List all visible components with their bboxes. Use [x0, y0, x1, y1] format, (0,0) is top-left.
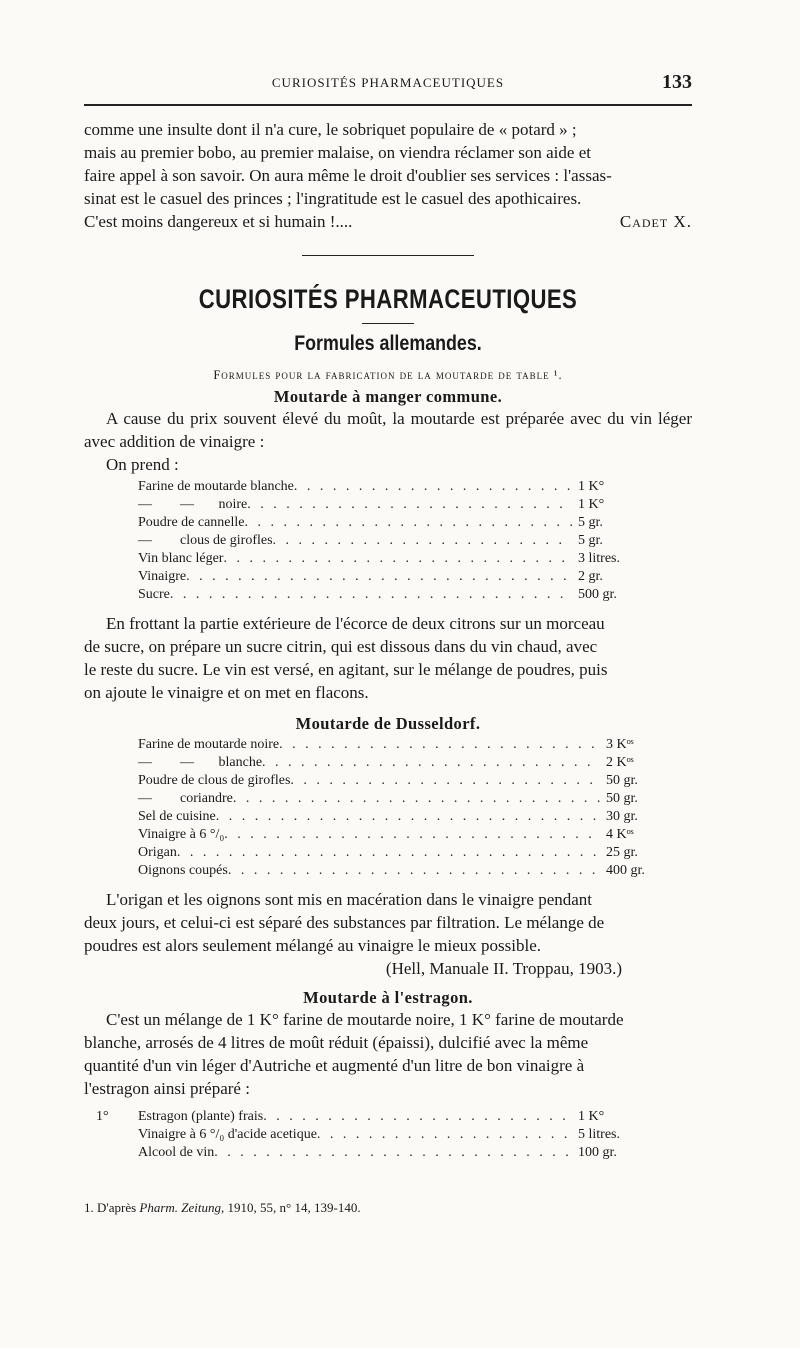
ingredient-row — [138, 568, 640, 586]
ingredient-qty: 5 gr. — [578, 515, 603, 530]
recipe-1-paragraph — [84, 612, 692, 704]
ingredient-qty: 5 gr. — [578, 533, 603, 548]
signature: Cadet X. — [619, 212, 692, 231]
ingredient-name: Farine de moutarde noire — [138, 737, 280, 752]
leader-dots — [177, 844, 600, 862]
ingredient-name: Sel de cuisine — [138, 809, 216, 824]
formulas-heading: Formules pour la fabrication de la moutarde de table ¹. — [213, 368, 563, 382]
ingredient-name: — — noire — [138, 497, 248, 512]
recipe-3-ingredients — [84, 1108, 692, 1162]
recipe-1-intro: A cause du prix souvent élevé du moût, la moutarde est préparée avec du vin léger avec addition de vinaigre : — [84, 409, 692, 451]
ingredient-name: Poudre de cannelle — [138, 515, 245, 530]
ingredient-row — [138, 496, 640, 514]
leader-dots — [214, 1144, 572, 1162]
recipe-1-ingredients — [138, 478, 640, 604]
ingredient-qty: 1 K° — [578, 1109, 605, 1124]
leader-dots — [186, 568, 572, 586]
leader-dots — [262, 754, 600, 772]
leader-dots — [279, 736, 600, 754]
section-divider — [302, 255, 474, 256]
ingredient-qty: 400 gr. — [606, 863, 645, 878]
leader-dots — [224, 826, 600, 844]
ingredient-row — [138, 478, 640, 496]
ingredient-name: — — blanche — [138, 755, 263, 770]
ingredient-row — [138, 514, 640, 532]
ingredient-row — [138, 532, 640, 550]
footnote-marker: 1. — [84, 1200, 94, 1215]
footnote-source: Pharm. Zeitung, — [139, 1200, 225, 1215]
page-body — [84, 118, 692, 1216]
ingredient-row — [138, 790, 668, 808]
ingredient-row — [138, 772, 668, 790]
recipe-2-paragraph — [84, 888, 692, 980]
section-title: CURIOSITÉS PHARMACEUTIQUES — [198, 284, 578, 314]
ingredient-qty: 2 gr. — [578, 569, 603, 584]
recipe-3-paragraph — [84, 1008, 692, 1100]
footnote-prefix: D'après — [97, 1200, 137, 1215]
intro-last-line — [84, 210, 692, 233]
paragraph-line: l'estragon ainsi préparé : — [84, 1079, 250, 1098]
paragraph-line: C'est un mélange de 1 K° farine de moutarde noire, 1 K° farine de moutarde — [106, 1010, 624, 1029]
ingredient-qty: 1 K° — [578, 479, 605, 494]
leader-dots — [223, 550, 572, 568]
ingredient-qty: 100 gr. — [578, 1145, 617, 1160]
leader-dots — [233, 790, 600, 808]
ingredient-name: Origan — [138, 845, 177, 860]
leader-dots — [263, 1108, 572, 1126]
paragraph-line: deux jours, et celui-ci est séparé des substances par filtration. Le mélange de — [84, 913, 605, 932]
ingredient-row — [138, 586, 640, 604]
ingredient-row — [138, 862, 668, 880]
page-number: 133 — [662, 71, 692, 93]
leader-dots — [228, 862, 600, 880]
ingredient-qty: 25 gr. — [606, 845, 638, 860]
section-subtitle: Formules allemandes. — [294, 332, 482, 355]
ingredient-row — [84, 1108, 692, 1126]
ingredient-name: Poudre de clous de girofles — [138, 773, 291, 788]
ingredient-name: — clous de girofles — [138, 533, 273, 548]
ingredient-name: Vinaigre — [138, 569, 187, 584]
paragraph-line: on ajoute le vinaigre et on met en flacons. — [84, 683, 369, 702]
ingredient-name: Vinaigre à 6 °/₀ d'acide acetique — [138, 1127, 317, 1142]
recipe-1-lead: On prend : — [106, 455, 179, 474]
ingredient-qty: 4 Kᵒˢ — [606, 827, 634, 842]
ingredient-row — [138, 754, 668, 772]
intro-line-1: comme une insulte dont il n'a cure, le sobriquet populaire de « potard » ; — [84, 120, 577, 139]
paragraph-line: En frottant la partie extérieure de l'écorce de deux citrons sur un morceau — [106, 614, 605, 633]
ingredient-qty: 3 Kᵒˢ — [606, 737, 634, 752]
recipe-2-ingredients — [138, 736, 668, 880]
ingredient-qty: 1 K° — [578, 497, 605, 512]
ingredient-row — [84, 1126, 692, 1144]
ingredient-qty: 2 Kᵒˢ — [606, 755, 634, 770]
ingredient-qty: 30 gr. — [606, 809, 638, 824]
list-label: 1° — [96, 1109, 109, 1124]
ingredient-row — [138, 550, 640, 568]
ingredient-qty: 500 gr. — [578, 587, 617, 602]
ingredient-qty: 50 gr. — [606, 773, 638, 788]
paragraph-line: blanche, arrosés de 4 litres de moût réduit (épaissi), dulcifié avec la même — [84, 1033, 589, 1052]
ingredient-name: Vinaigre à 6 °/₀ — [138, 827, 225, 842]
paragraph-line: de sucre, on prépare un sucre citrin, qui est dissous dans du vin chaud, avec — [84, 637, 598, 656]
intro-line-4: sinat est le casuel des princes ; l'ingratitude est le casuel des apothicaires. — [84, 189, 582, 208]
leader-dots — [273, 532, 572, 550]
recipe-2-title: Moutarde de Dusseldorf. — [295, 714, 481, 733]
ingredient-qty: 3 litres. — [578, 551, 620, 566]
leader-dots — [294, 478, 572, 496]
ingredient-name: Alcool de vin — [138, 1145, 215, 1160]
running-title: CURIOSITÉS PHARMACEUTIQUES — [271, 75, 505, 90]
title-underline — [362, 323, 414, 324]
leader-dots — [317, 1126, 572, 1144]
paragraph-line: poudres est alors seulement mélangé au vinaigre le mieux possible. — [84, 936, 541, 955]
ingredient-name: Farine de moutarde blanche — [138, 479, 294, 494]
leader-dots — [170, 586, 572, 604]
citation: (Hell, Manuale II. Troppau, 1903.) — [385, 959, 622, 978]
ingredient-row — [138, 844, 668, 862]
ingredient-name: Vin blanc léger — [138, 551, 224, 566]
leader-dots — [247, 496, 572, 514]
ingredient-row — [84, 1144, 692, 1162]
ingredient-name: Oignons coupés — [138, 863, 228, 878]
intro-line-3: faire appel à son savoir. On aura même le droit d'oublier ses services : l'assas- — [84, 166, 612, 185]
intro-last-text: C'est moins dangereux et si humain !.... — [84, 212, 353, 231]
header-rule — [84, 104, 692, 106]
paragraph-line: L'origan et les oignons sont mis en macération dans le vinaigre pendant — [106, 890, 593, 909]
running-header — [84, 71, 692, 93]
recipe-1-title: Moutarde à manger commune. — [273, 387, 503, 406]
ingredient-row — [138, 736, 668, 754]
ingredient-row — [138, 826, 668, 844]
ingredient-row — [138, 808, 668, 826]
leader-dots — [216, 808, 600, 826]
ingredient-name: — coriandre — [138, 791, 233, 806]
footnote-details: 1910, 55, n° 14, 139-140. — [227, 1200, 361, 1215]
ingredient-qty: 50 gr. — [606, 791, 638, 806]
paragraph-line: quantité d'un vin léger d'Autriche et augmenté d'un litre de bon vinaigre à — [84, 1056, 585, 1075]
paragraph-line: le reste du sucre. Le vin est versé, en agitant, sur le mélange de poudres, puis — [84, 660, 608, 679]
ingredient-name: Sucre — [138, 587, 170, 602]
recipe-3-title: Moutarde à l'estragon. — [303, 988, 473, 1007]
footnote — [84, 1200, 692, 1216]
intro-line-2: mais au premier bobo, au premier malaise, on viendra réclamer son aide et — [84, 143, 591, 162]
leader-dots — [245, 514, 572, 532]
leader-dots — [290, 772, 600, 790]
ingredient-qty: 5 litres. — [578, 1127, 620, 1142]
ingredient-name: Estragon (plante) frais — [138, 1109, 264, 1124]
